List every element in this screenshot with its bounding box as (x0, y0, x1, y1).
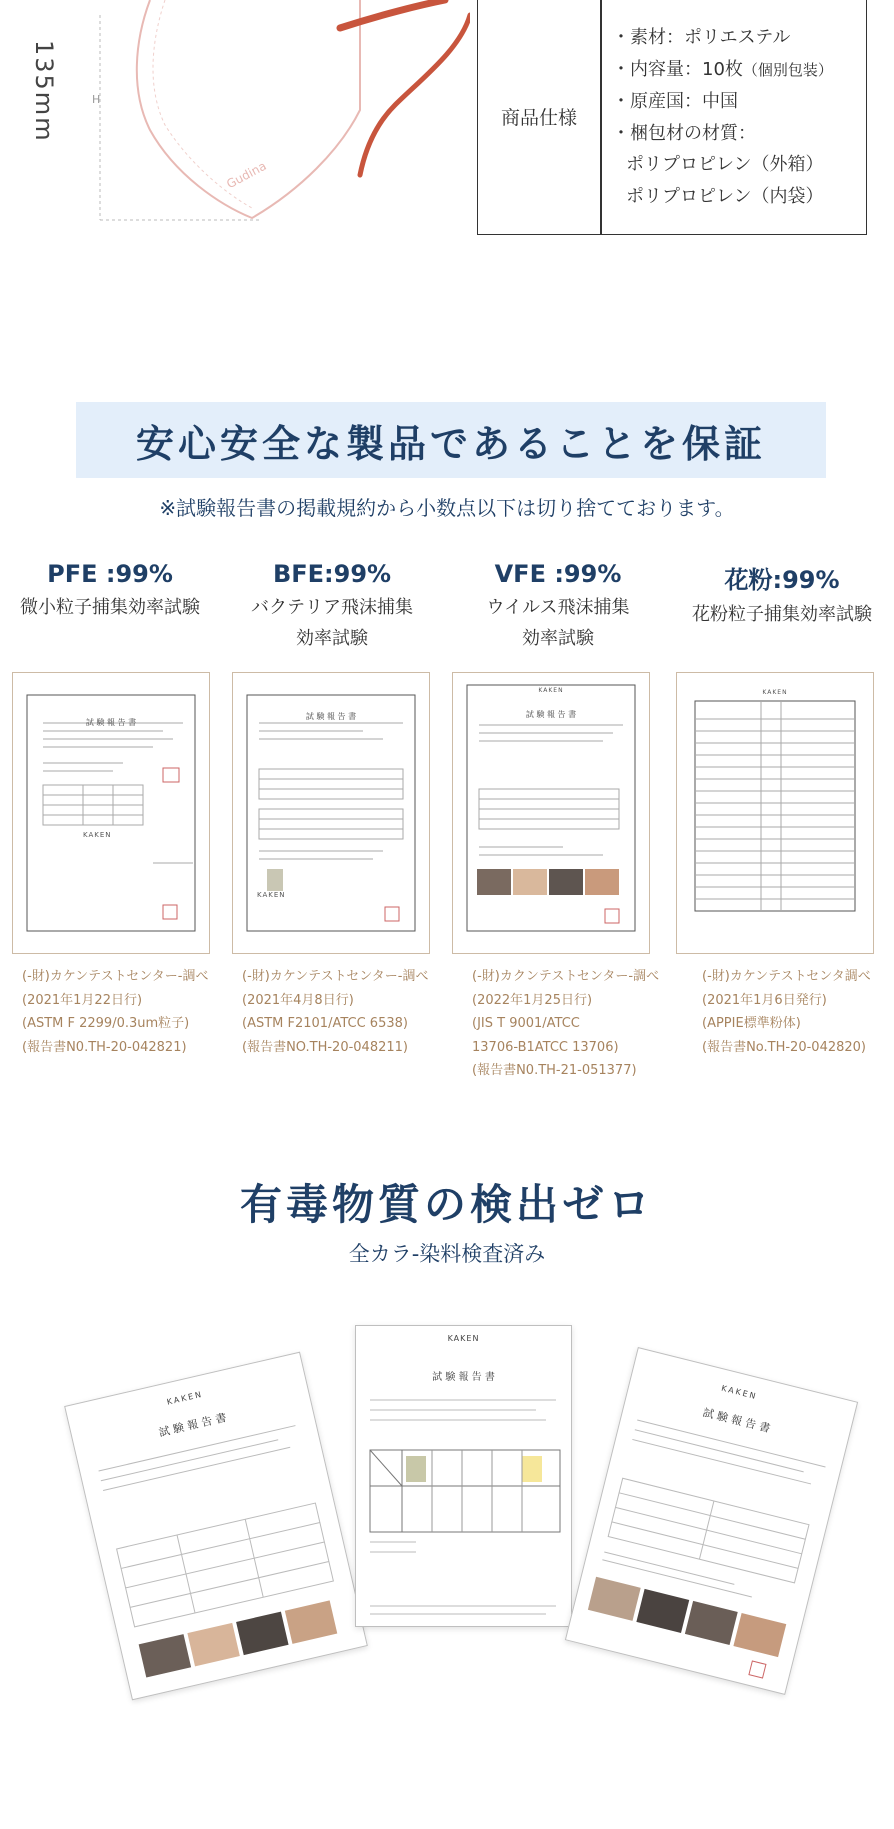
caption-vfe-line: (JIS T 9001/ATCC (472, 1016, 580, 1031)
mask-diagram (0, 0, 470, 230)
toxic-report-center-org: KAKEN (447, 1334, 480, 1343)
test-pfe-title: PFE :99% (47, 560, 173, 588)
spec-table-divider (600, 0, 602, 235)
caption-pollen (702, 965, 892, 1059)
caption-bfe-line: (2021年4月8日行) (242, 992, 354, 1008)
spec-list (612, 22, 872, 212)
test-pfe (0, 560, 220, 623)
spec-item-origin: ・原産国：中国 (612, 91, 738, 112)
test-pollen-sub: 花粉粒子捕集効率試験 (692, 604, 872, 625)
toxic-report-right-drawing (566, 1348, 857, 1694)
certificate-pfe-heading: 試 験 報 告 書 (85, 718, 137, 727)
guarantee-title: 安心安全な製品であることを保証 (135, 421, 766, 466)
caption-pfe-line: (2021年1月22日行) (22, 992, 143, 1008)
spec-item-quantity-note: （個別包装） (742, 60, 833, 79)
caption-pfe-line: (-財)カケンテストセンター-調べ (22, 969, 209, 984)
certificate-bfe (232, 672, 430, 954)
caption-vfe-line: (-財)カクンテストセンター-調べ (472, 969, 660, 984)
test-pollen-title: 花粉:99% (724, 566, 840, 594)
caption-bfe-line: (-財)カケンテストセンター-調べ (242, 969, 429, 984)
toxic-report-left-heading: 試 験 報 告 書 (157, 1411, 228, 1440)
guarantee-note: ※試験報告書の掲載規約から小数点以下は切り捨てております。 (159, 496, 735, 520)
toxic-report-right-org: KAKEN (720, 1383, 759, 1402)
toxic-report-right (565, 1347, 858, 1695)
certificate-pfe-drawing (13, 673, 209, 953)
certificate-vfe-org: KAKEN (538, 687, 564, 694)
test-bfe-sub-2: 効率試験 (296, 628, 368, 649)
test-vfe-sub-2: 効率試験 (522, 628, 594, 649)
caption-vfe-line: (2022年1月25日行) (472, 992, 593, 1008)
test-vfe-title: VFE :99% (494, 560, 622, 588)
certificate-vfe (452, 672, 650, 954)
test-pollen (672, 560, 892, 630)
caption-pollen-line: (報告書No.TH-20-042820) (702, 1039, 866, 1055)
spec-item-packaging: ・梱包材の材質： (612, 122, 756, 144)
height-mark: H (92, 93, 101, 106)
caption-bfe-line: (ASTM F2101/ATCC 6538) (242, 1016, 408, 1031)
certificate-pfe (12, 672, 210, 954)
toxic-report-right-heading: 試 験 報 告 書 (701, 1405, 772, 1436)
caption-vfe-line: (報告書N0.TH-21-051377) (472, 1063, 637, 1078)
certificate-bfe-org: KAKEN (257, 891, 286, 899)
caption-pfe-line: (報告書N0.TH-20-042821) (22, 1039, 187, 1055)
spec-table-header: 商品仕様 (500, 107, 577, 129)
spec-item-material: ・素材：ポリエステル (612, 27, 791, 48)
toxic-subtitle: 全カラ-染料検査済み (348, 1242, 546, 1266)
test-bfe (222, 560, 442, 654)
certificate-pfe-org: KAKEN (83, 831, 112, 839)
toxic-report-center-heading: 試 験 報 告 書 (432, 1372, 495, 1383)
spec-item-packaging-inner: ポリプロピレン（内袋） (626, 185, 824, 207)
toxic-report-left (64, 1352, 368, 1701)
test-pfe-sub: 微小粒子捕集効率試験 (20, 597, 200, 618)
caption-pollen-line: (APPIE標準粉体) (702, 1016, 801, 1031)
caption-vfe (472, 965, 682, 1083)
test-vfe (448, 560, 668, 654)
caption-bfe (242, 965, 452, 1059)
toxic-report-left-drawing (65, 1353, 366, 1699)
caption-pfe-line: (ASTM F 2299/0.3um粒子) (22, 1016, 190, 1031)
toxic-title: 有毒物質の検出ゼロ (239, 1180, 654, 1229)
guarantee-banner (76, 402, 826, 478)
toxic-report-left-org: KAKEN (165, 1389, 204, 1407)
test-vfe-sub-1: ウイルス飛沫捕集 (486, 597, 630, 618)
caption-pollen-line: (2021年1月6日発行) (702, 992, 827, 1008)
caption-pollen-line: (-財)カケンテストセンタ調べ (702, 969, 871, 984)
certificate-pollen-org: KAKEN (762, 689, 788, 696)
mask-height-label: 135mm (30, 40, 58, 143)
spec-item-packaging-outer: ポリプロピレン（外箱） (626, 154, 824, 175)
caption-bfe-line: (報告書NO.TH-20-048211) (242, 1039, 408, 1055)
caption-vfe-line: 13706-B1ATCC 13706) (472, 1039, 619, 1055)
certificate-pollen-drawing (677, 673, 873, 953)
spec-item-quantity: ・内容量：10枚（個別包装） (612, 58, 833, 80)
toxic-report-center (355, 1325, 572, 1627)
toxic-report-center-drawing (356, 1326, 571, 1626)
test-bfe-title: BFE:99% (272, 560, 392, 588)
certificate-pollen (676, 672, 874, 954)
certificate-bfe-heading: 試 験 報 告 書 (305, 712, 357, 721)
certificate-vfe-heading: 試 験 報 告 書 (525, 710, 577, 719)
caption-pfe (22, 965, 232, 1059)
brand-logo-mark: Gudina (224, 158, 269, 192)
mask-outline-drawing (0, 0, 470, 230)
test-bfe-sub-1: バクテリア飛沫捕集 (251, 597, 413, 618)
